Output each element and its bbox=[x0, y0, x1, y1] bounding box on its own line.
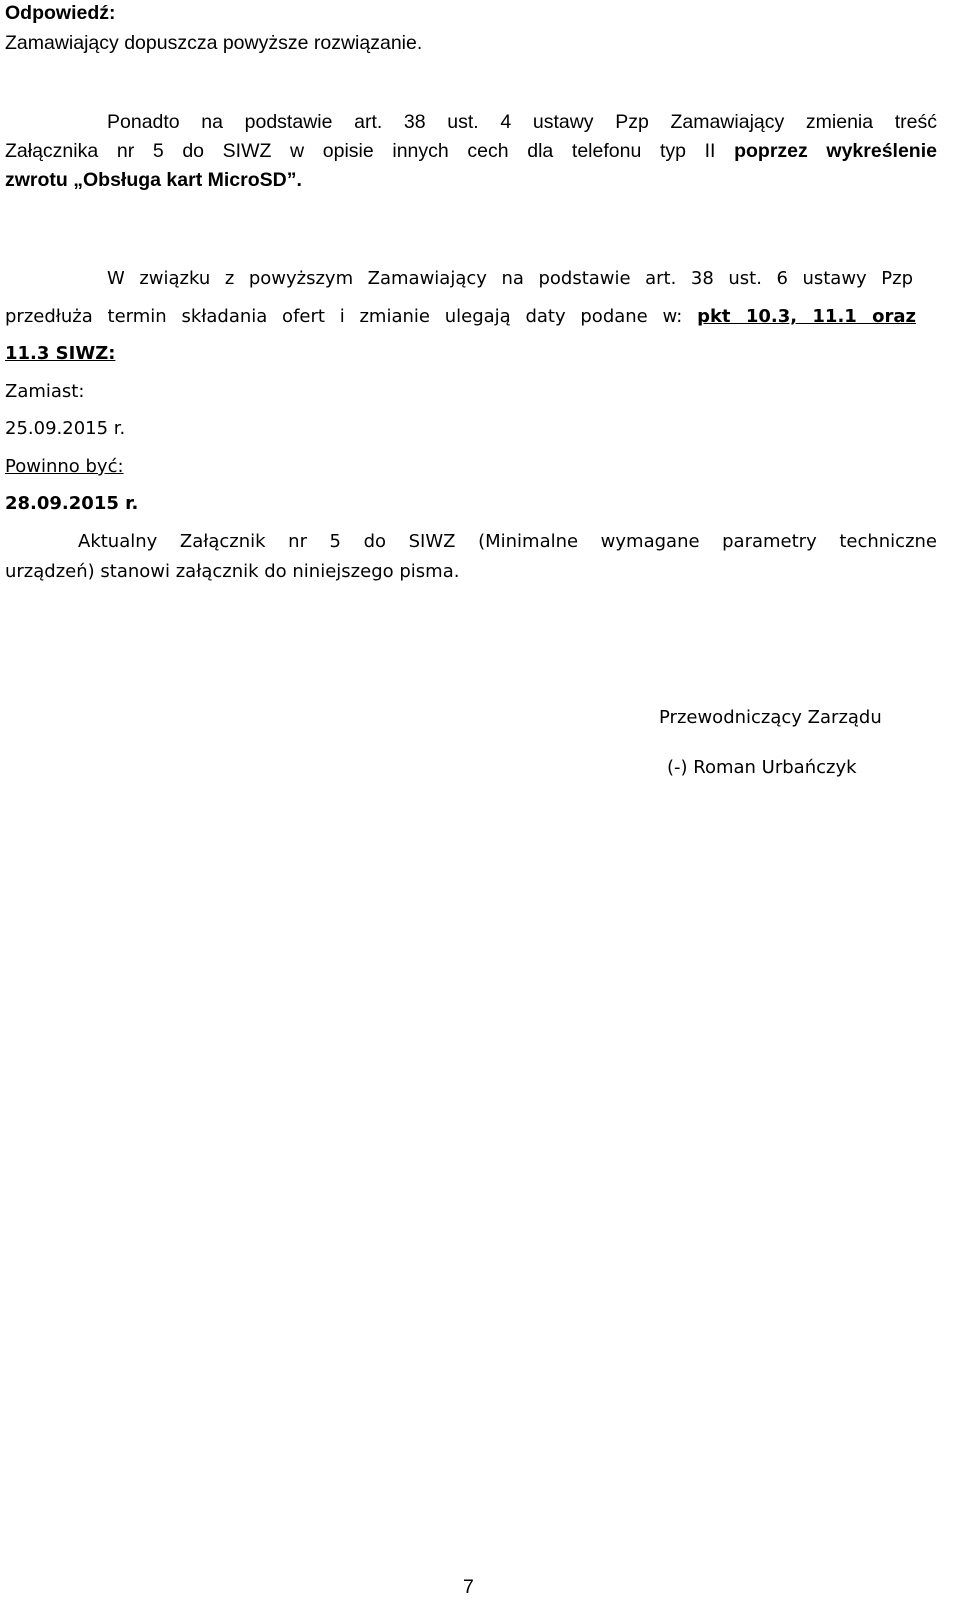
amendment-line-2-text: Załącznika nr 5 do SIWZ w opisie innych cech dla telefonu typ II bbox=[5, 140, 735, 162]
old-date: 25.09.2015 r. bbox=[5, 418, 126, 439]
attachment-line-2: urządzeń) stanowi załącznik do niniejszego pisma. bbox=[5, 561, 460, 582]
signature-name: (-) Roman Urbańczyk bbox=[667, 757, 857, 778]
answer-text: Zamawiający dopuszcza powyższe rozwiązanie. bbox=[5, 32, 423, 54]
amendment-emphasis: poprzez wykreślenie bbox=[734, 140, 937, 162]
extension-line-2-text: przedłuża termin składania ofert i zmianie ulegają daty podane w: bbox=[5, 306, 698, 327]
attachment-line-1: Aktualny Załącznik nr 5 do SIWZ (Minimalne wymagane parametry techniczne bbox=[78, 531, 937, 552]
extension-line-2 bbox=[5, 306, 916, 327]
amendment-line-1: Ponadto na podstawie art. 38 ust. 4 ustawy Pzp Zamawiający zmienia treść bbox=[107, 111, 937, 133]
amendment-line-3: zwrotu „Obsługa kart MicroSD”. bbox=[5, 169, 302, 191]
extension-line-3: 11.3 SIWZ: bbox=[5, 343, 116, 364]
should-be-label: Powinno być: bbox=[5, 456, 124, 477]
answer-heading: Odpowiedź: bbox=[5, 2, 116, 24]
instead-label: Zamiast: bbox=[5, 381, 85, 402]
page-number: 7 bbox=[463, 1576, 474, 1598]
new-date: 28.09.2015 r. bbox=[5, 493, 139, 514]
signature-title: Przewodniczący Zarządu bbox=[659, 707, 882, 728]
extension-line-1: W związku z powyższym Zamawiający na podstawie art. 38 ust. 6 ustawy Pzp bbox=[107, 268, 913, 289]
amendment-line-2 bbox=[5, 140, 937, 163]
extension-points: pkt 10.3, 11.1 oraz bbox=[697, 306, 916, 327]
